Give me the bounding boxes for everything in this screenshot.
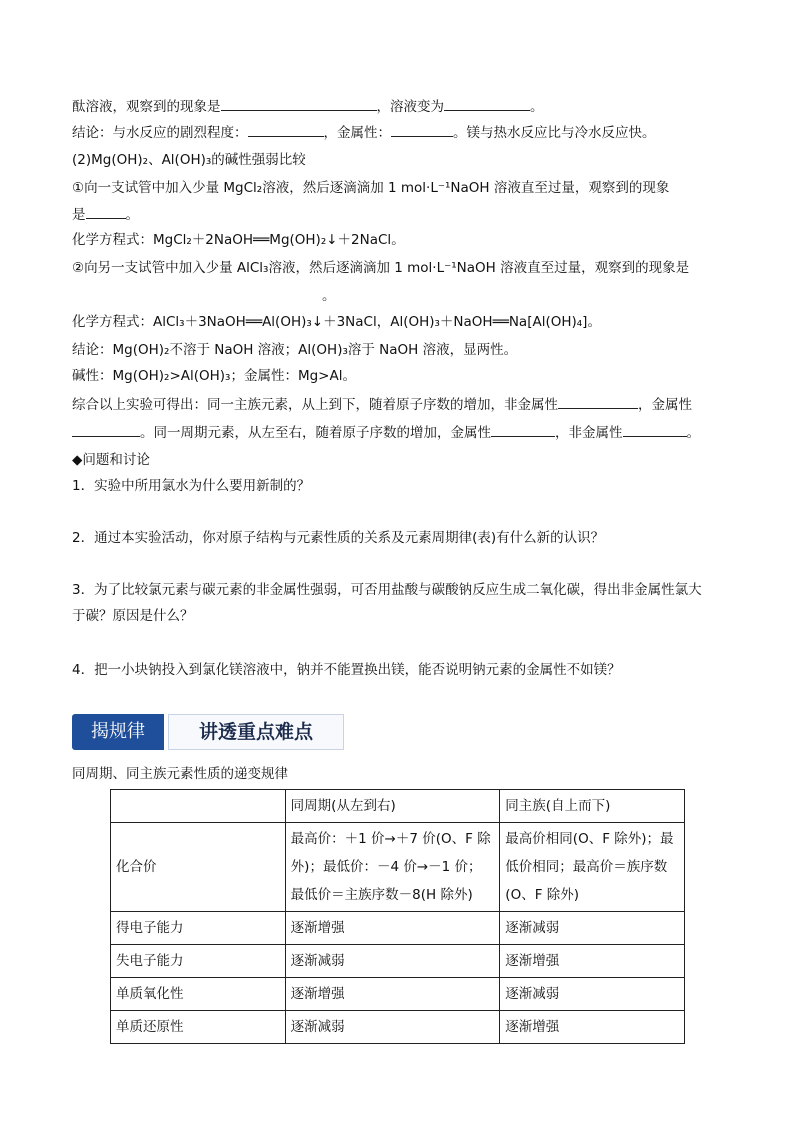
table-row bbox=[111, 1011, 685, 1044]
section-banner bbox=[72, 712, 344, 752]
question-2: 2．通过本实验活动，你对原子结构与元素性质的关系及元素周期律(表)有什么新的认识？ bbox=[72, 530, 605, 546]
section-heading: (2)Mg(OH)₂、Al(OH)₃的碱性强弱比较 bbox=[72, 152, 306, 168]
table-cell: 逐渐增强 bbox=[285, 978, 500, 1011]
equation-line: 化学方程式：AlCl₃＋3NaOH══Al(OH)₃↓＋3NaCl，Al(OH)₃＋NaOH══Na[Al(OH)₄]。 bbox=[72, 314, 601, 330]
table-cell: 最高价：＋1 价→＋7 价(O、F 除外)；最低价：－4 价→－1 价；最低价＝主族序数－8(H 除外) bbox=[285, 823, 500, 912]
table-row bbox=[111, 912, 685, 945]
text-line: 综合以上实验可得出：同一主族元素，从上到下，随着原子序数的增加，非金属性 ，金属性 bbox=[72, 394, 692, 415]
answer-blank[interactable] bbox=[391, 122, 453, 137]
answer-blank[interactable] bbox=[623, 422, 687, 437]
table-header bbox=[111, 790, 286, 823]
table-cell: 逐渐增强 bbox=[500, 945, 685, 978]
answer-blank[interactable] bbox=[221, 96, 377, 111]
row-label: 失电子能力 bbox=[111, 945, 286, 978]
text-line: ②向另一支试管中加入少量 AlCl₃溶液，然后逐滴滴加 1 mol·L⁻¹NaOH 溶液直至过量，观察到的现象是 bbox=[72, 260, 690, 276]
text-line: 酞溶液，观察到的现象是 ，溶液变为 。 bbox=[72, 96, 544, 117]
banner-title: 讲透重点难点 bbox=[168, 714, 344, 750]
text-line: 结论：与水反应的剧烈程度： ，金属性： 。镁与热水反应比与冷水反应快。 bbox=[72, 122, 656, 143]
table-row bbox=[111, 978, 685, 1011]
answer-blank[interactable] bbox=[248, 122, 324, 137]
text-line: 是 。 bbox=[72, 204, 139, 225]
text-line: 。 bbox=[322, 288, 336, 304]
table-header: 同周期(从左到右) bbox=[285, 790, 500, 823]
question-3: 3．为了比较氯元素与碳元素的非金属性强弱，可否用盐酸与碳酸钠反应生成二氧化碳，得出非金属性氯大 bbox=[72, 582, 702, 598]
table-cell: 逐渐增强 bbox=[500, 1011, 685, 1044]
table-header-row bbox=[111, 790, 685, 823]
table-cell: 最高价相同(O、F 除外)；最低价相同；最高价＝族序数(O、F 除外) bbox=[500, 823, 685, 912]
answer-blank[interactable] bbox=[444, 96, 530, 111]
banner-label: 揭规律 bbox=[72, 714, 164, 750]
table-caption: 同周期、同主族元素性质的递变规律 bbox=[72, 766, 288, 782]
row-label: 得电子能力 bbox=[111, 912, 286, 945]
answer-blank[interactable] bbox=[491, 422, 555, 437]
table-row bbox=[111, 823, 685, 912]
row-label: 单质还原性 bbox=[111, 1011, 286, 1044]
table-cell: 逐渐减弱 bbox=[285, 1011, 500, 1044]
table-header: 同主族(自上而下) bbox=[500, 790, 685, 823]
periodic-trends-table bbox=[110, 789, 685, 1044]
question-4: 4．把一小块钠投入到氯化镁溶液中，钠并不能置换出镁，能否说明钠元素的金属性不如镁？ bbox=[72, 662, 621, 678]
table-cell: 逐渐减弱 bbox=[500, 978, 685, 1011]
table-row bbox=[111, 945, 685, 978]
answer-blank[interactable] bbox=[86, 204, 126, 219]
question-3-cont: 于碳？原因是什么？ bbox=[72, 608, 194, 624]
conclusion-line: 结论：Mg(OH)₂不溶于 NaOH 溶液；Al(OH)₃溶于 NaOH 溶液，显两性。 bbox=[72, 342, 518, 358]
discussion-heading: ◆问题和讨论 bbox=[72, 452, 150, 468]
row-label: 单质氧化性 bbox=[111, 978, 286, 1011]
table-cell: 逐渐减弱 bbox=[285, 945, 500, 978]
text-line: ①向一支试管中加入少量 MgCl₂溶液，然后逐滴滴加 1 mol·L⁻¹NaOH 溶液直至过量，观察到的现象 bbox=[72, 180, 670, 196]
row-label: 化合价 bbox=[111, 823, 286, 912]
table-cell: 逐渐减弱 bbox=[500, 912, 685, 945]
answer-blank[interactable] bbox=[72, 422, 140, 437]
text-line: 。同一周期元素，从左至右，随着原子序数的增加，金属性 ，非金属性 。 bbox=[72, 422, 700, 443]
answer-blank[interactable] bbox=[558, 394, 638, 409]
conclusion-line: 碱性：Mg(OH)₂>Al(OH)₃；金属性：Mg>Al。 bbox=[72, 368, 356, 384]
equation-line: 化学方程式：MgCl₂＋2NaOH══Mg(OH)₂↓＋2NaCl。 bbox=[72, 232, 405, 248]
question-1: 1．实验中所用氯水为什么要用新制的？ bbox=[72, 478, 311, 494]
table-cell: 逐渐增强 bbox=[285, 912, 500, 945]
